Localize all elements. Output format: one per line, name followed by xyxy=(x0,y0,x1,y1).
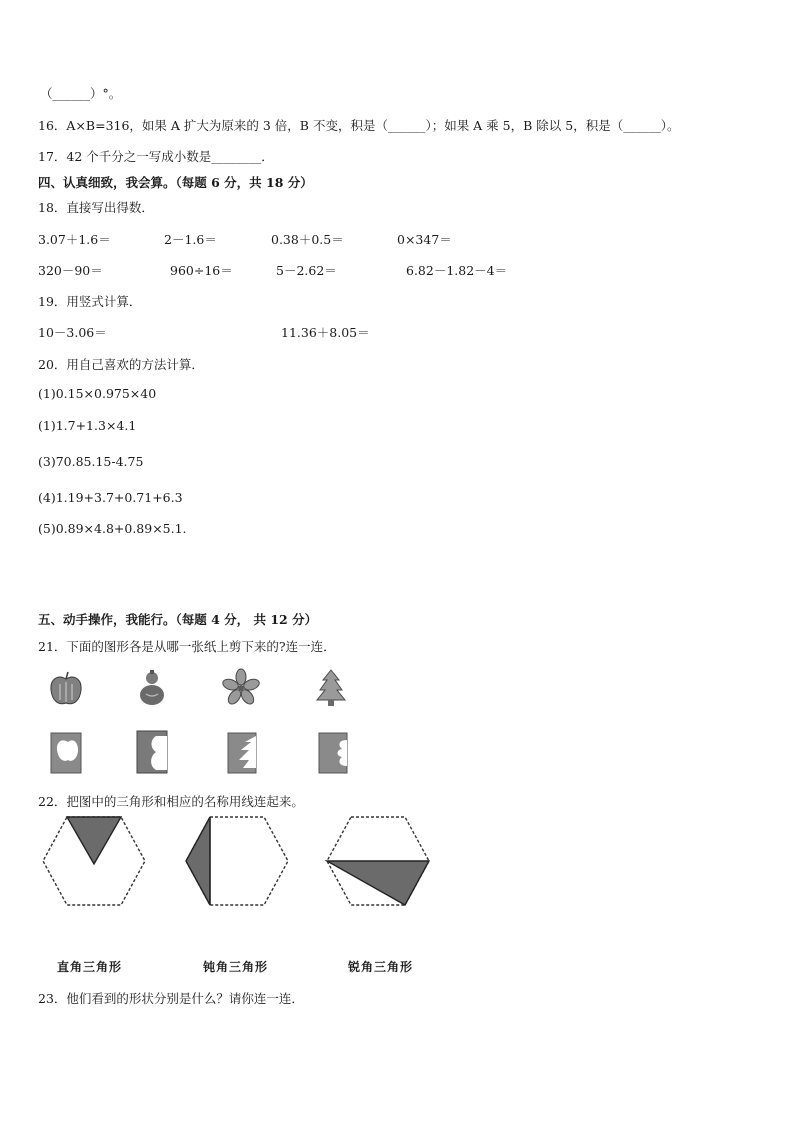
flower-cutout-icon xyxy=(222,668,260,708)
simplify-item: (1)1.7+1.3×4.1 xyxy=(38,418,137,433)
section-5-heading: 五、动手操作，我能行。（每题 4 分， 共 12 分） xyxy=(38,612,318,627)
paper-tree-hole-icon xyxy=(227,732,257,774)
hexagon-figure-2 xyxy=(183,814,291,908)
paper-flower-hole-icon xyxy=(318,732,348,774)
question-21-title: 21．下面的图形各是从哪一张纸上剪下来的?连一连． xyxy=(38,639,336,654)
question-18-title: 18．直接写出得数． xyxy=(38,200,154,215)
paper-apple-hole-icon xyxy=(50,732,82,774)
section-4-heading: 四、认真细致，我会算。（每题 6 分，共 18 分） xyxy=(38,175,313,190)
simplify-item: (3)70.85.15-4.75 xyxy=(38,454,144,469)
vertical-calc-item: 11.36＋8.05＝ xyxy=(281,325,370,340)
calc-item: 320－90＝ xyxy=(38,263,103,278)
simplify-item: (1)0.15×0.975×40 xyxy=(38,386,157,401)
question-20-title: 20．用自己喜欢的方法计算． xyxy=(38,357,204,372)
question-16: 16．A×B=316，如果 A 扩大为原来的 3 倍，B 不变，积是（______）；如果 A 乘 5，B 除以 5，积是（______）。 xyxy=(38,118,680,133)
triangle-name-label: 直角三角形 xyxy=(57,960,123,974)
calc-item: 3.07＋1.6＝ xyxy=(38,232,111,247)
question-23-title: 23．他们看到的形状分别是什么？请你连一连． xyxy=(38,991,304,1006)
tree-cutout-icon xyxy=(314,668,348,708)
question-22-title: 22．把图中的三角形和相应的名称用线连起来。 xyxy=(38,794,304,809)
simplify-item: (5)0.89×4.8+0.89×5.1. xyxy=(38,521,187,536)
calc-item: 0×347＝ xyxy=(397,232,452,247)
triangle-name-label: 锐角三角形 xyxy=(348,960,414,974)
vertical-calc-item: 10－3.06＝ xyxy=(38,325,107,340)
paper-gourd-hole-icon xyxy=(136,730,168,774)
calc-item: 960÷16＝ xyxy=(170,263,233,278)
calc-item: 5－2.62＝ xyxy=(276,263,337,278)
hexagon-figure-1 xyxy=(40,814,148,908)
question-19-title: 19．用竖式计算． xyxy=(38,294,142,309)
triangle-name-label: 钝角三角形 xyxy=(203,960,269,974)
gourd-cutout-icon xyxy=(135,668,169,708)
calc-item: 0.38＋0.5＝ xyxy=(271,232,344,247)
hexagon-figure-3 xyxy=(324,814,432,908)
question-17: 17．42 个千分之一写成小数是________． xyxy=(38,149,274,164)
calc-item: 2－1.6＝ xyxy=(164,232,217,247)
q15-tail: （______）°。 xyxy=(40,86,122,101)
apple-cutout-icon xyxy=(48,670,84,708)
calc-item: 6.82－1.82－4＝ xyxy=(406,263,508,278)
simplify-item: (4)1.19+3.7+0.71+6.3 xyxy=(38,490,183,505)
